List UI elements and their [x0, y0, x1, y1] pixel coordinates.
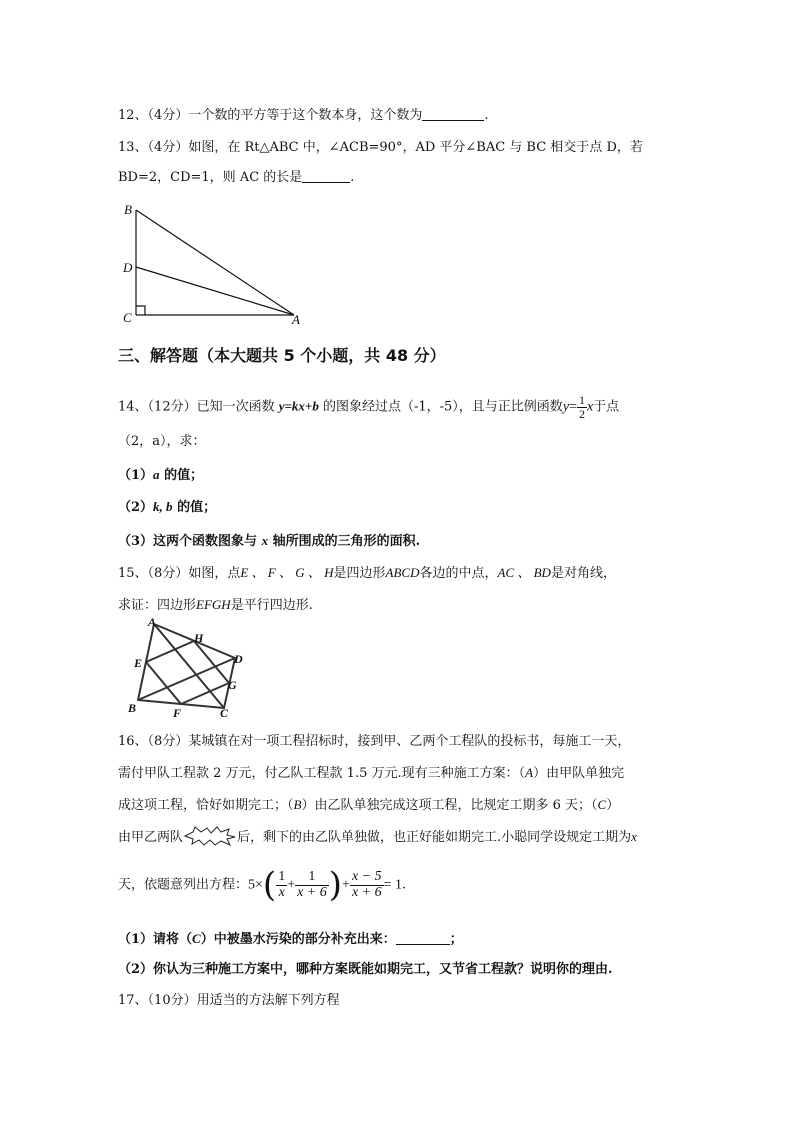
q14-fraction	[577, 394, 587, 420]
q16-line1	[118, 730, 630, 749]
q15-text-4: 是对角线，	[550, 566, 616, 581]
q16-text-5: ）由乙队单独完成这项工程，比规定工期多 6 天；（	[301, 798, 598, 813]
q16-frac-3	[350, 870, 384, 900]
bisector-ad	[136, 267, 294, 315]
q15-line1	[118, 562, 616, 581]
q16-text-9: 天，依题意列出方程：	[118, 877, 249, 893]
triangle-figure	[118, 198, 318, 328]
q16-text-4: 成这项工程，恰好如期完工；（	[118, 798, 294, 813]
q15-quad: ABCD	[385, 565, 420, 580]
q14-text-3: 于点	[593, 399, 620, 415]
q13-text-1: 如图，在 Rt△ABC 中，∠ACB=90°，AD 平分∠BAC 与 BC 相交于点 D，若	[188, 140, 643, 155]
q14-number: 14、	[118, 399, 148, 415]
q14-y-var: y	[562, 399, 570, 415]
q16-option-c: C	[597, 797, 607, 812]
q16-frac-2	[295, 870, 329, 900]
q16-eq-end: .	[402, 877, 407, 893]
q15-text-5: 求证：四边形	[118, 598, 197, 613]
q13-line1	[118, 136, 643, 155]
q16-frac2-num: 1	[295, 870, 329, 886]
q12-end: .	[484, 108, 489, 123]
q12-answer-blank	[422, 108, 484, 121]
q14-line1	[118, 394, 619, 420]
q17-number: 17、	[118, 993, 148, 1008]
q15-text-3: 各边的中点，	[419, 566, 498, 581]
q15-efgh: EFGH	[196, 597, 231, 612]
q16-plus-1: +	[287, 877, 296, 893]
q16-frac1-num: 1	[278, 868, 286, 884]
label-d: D	[123, 260, 133, 275]
q16-option-a: A	[525, 765, 534, 780]
q13-text-2: BD=2，CD=1，则 AC 的长是	[118, 170, 303, 185]
left-paren-icon: (	[262, 865, 277, 905]
q16-text-7: 由甲乙两队	[118, 830, 184, 845]
q16-part2	[118, 958, 613, 977]
q16-number: 16、	[118, 734, 148, 749]
q16-part1-var: C	[192, 931, 201, 946]
q14-part1	[118, 464, 203, 483]
label-e: E	[134, 656, 143, 670]
q16-frac2-den: x + 6	[297, 884, 327, 900]
quadrilateral-figure	[118, 614, 258, 722]
right-paren-icon: )	[328, 865, 343, 905]
label-b: B	[124, 202, 132, 217]
label-d: D	[234, 652, 243, 666]
q14-text-2: 的图象经过点（-1，-5），且与正比例函数	[322, 399, 563, 415]
q14-x-var: x	[586, 399, 594, 415]
q14-frac-num: 1	[578, 393, 585, 407]
q16-plus-2: +	[342, 877, 350, 893]
q14-part1-var: a	[153, 467, 160, 482]
q15-diagonals: AC 、 BD	[497, 565, 551, 580]
q16-part1	[118, 928, 463, 947]
q17-line	[118, 989, 340, 1008]
q16-eq-five: 5×	[248, 877, 263, 893]
q14-part3	[118, 530, 420, 549]
label-h: H	[194, 631, 204, 645]
label-g: G	[228, 678, 237, 692]
q14-part2-var: k, b	[153, 499, 173, 514]
q14-part3-num: （3）这两个函数图象与	[118, 534, 262, 549]
q14-part2-num: （2）	[118, 500, 154, 515]
q15-points: E 、 F 、 G 、 H	[240, 565, 334, 580]
q16-line5	[118, 865, 407, 905]
ink-stain-icon	[183, 826, 237, 846]
q16-frac-1	[276, 870, 287, 900]
q16-line2	[118, 762, 624, 781]
q14-equals: =	[569, 399, 577, 415]
label-c: C	[220, 706, 229, 720]
q15-text-1: 如图，点	[188, 566, 241, 581]
q14-line2	[118, 430, 206, 449]
label-c: C	[123, 310, 132, 325]
q15-line2	[118, 594, 313, 613]
diagonal-ac	[154, 624, 224, 708]
q14-frac-den: 2	[578, 406, 585, 421]
q17-score: （10分）	[147, 993, 197, 1008]
q14-part1-text: 的值；	[159, 468, 204, 483]
label-b: B	[128, 701, 137, 715]
label-a: A	[148, 615, 157, 629]
q16-text-3: ）由甲队单独完	[533, 766, 625, 781]
q12-line	[118, 104, 488, 123]
q13-end: .	[350, 170, 355, 185]
q14-part3-text: 轴所围成的三角形的面积.	[268, 534, 421, 549]
q16-part2-text: （2）你认为三种施工方案中，哪种方案既能如期完工，又节省工程款？说明你的理由.	[118, 962, 613, 977]
q14-text-4: （2，a），求：	[118, 434, 206, 449]
right-angle-mark	[136, 306, 145, 315]
q12-score: （4分）	[147, 108, 189, 123]
q15-text-2: 是四边形	[333, 566, 386, 581]
q17-text: 用适当的方法解下列方程	[196, 993, 340, 1008]
q15-score: （8分）	[147, 566, 189, 581]
q16-frac3-den: x + 6	[351, 884, 382, 900]
side-ba	[136, 210, 294, 315]
q14-part2-text: 的值；	[172, 500, 217, 515]
q16-score: （8分）	[147, 734, 189, 749]
label-a: A	[292, 312, 300, 327]
q13-answer-blank	[302, 170, 350, 183]
q16-text-6: ）	[606, 798, 620, 813]
q14-function: y=kx+b	[278, 398, 319, 414]
q16-text-8: 后，剩下的由乙队单独做，也正好能如期完工.小聪同学设规定工期为	[237, 830, 632, 845]
q14-text-1: 已知一次函数	[196, 399, 275, 415]
q13-line2	[118, 166, 354, 185]
q16-line4	[118, 826, 637, 846]
q14-part3-var: x	[261, 533, 269, 548]
q16-part1-text: ）中被墨水污染的部分补充出来：	[200, 932, 396, 947]
q14-score: （12分）	[147, 399, 197, 415]
q16-part1-end: ；	[449, 932, 463, 947]
q16-text-2: 需付甲队工程款 2 万元，付乙队工程款 1.5 万元.现有三种施工方案：（	[118, 766, 526, 781]
q15-number: 15、	[118, 566, 148, 581]
q16-frac1-den: x	[278, 884, 285, 900]
q15-text-6: 是平行四边形.	[230, 598, 313, 613]
q16-answer-blank	[396, 932, 450, 945]
q12-number: 12、	[118, 108, 148, 123]
q13-score: （4分）	[147, 140, 189, 155]
q16-eq-rhs: = 1	[383, 877, 403, 893]
section-heading: 三、解答题（本大题共 5 个小题，共 48 分）	[118, 346, 446, 365]
q16-x-var: x	[631, 829, 637, 844]
q16-frac3-num: x − 5	[351, 868, 382, 884]
q16-line3	[118, 794, 619, 813]
q16-option-b: B	[293, 797, 302, 812]
q14-part1-num: （1）	[118, 468, 154, 483]
q12-text: 一个数的平方等于这个数本身，这个数为	[188, 108, 423, 123]
q13-number: 13、	[118, 140, 148, 155]
q16-part1-a: （1）请将（	[118, 932, 193, 947]
q14-part2	[118, 496, 216, 515]
quad-abcd	[138, 624, 235, 708]
label-f: F	[173, 706, 182, 720]
q16-text-1: 某城镇在对一项工程招标时，接到甲、乙两个工程队的投标书，每施工一天，	[188, 734, 631, 749]
